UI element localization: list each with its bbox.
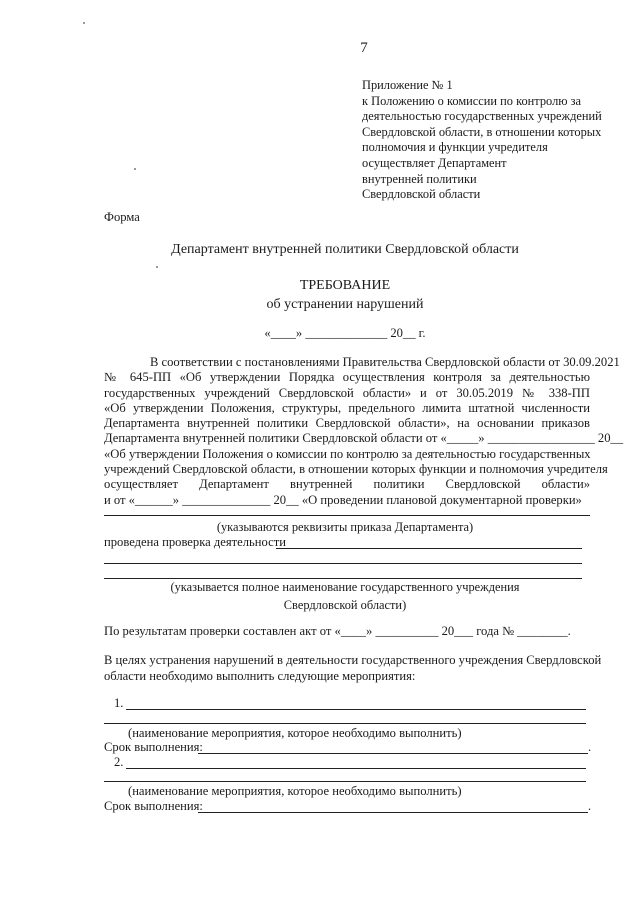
deadline-label: Срок выполнения: — [104, 740, 203, 754]
appendix-line: осуществляет Департамент — [362, 155, 507, 170]
institution-caption — [0, 578, 640, 614]
item-blank-line[interactable] — [104, 723, 586, 724]
order-blank-line[interactable] — [104, 515, 590, 516]
document-title — [0, 276, 640, 314]
body-line: Департамента внутренней политики Свердловской области от «_____» _________________ 20__ — [104, 431, 624, 446]
body-line: и от «______» ______________ 20__ «О проведении плановой документарной проверки» — [104, 492, 582, 507]
appendix-line: Приложение № 1 — [362, 78, 453, 92]
body-line: осуществляет Департамент внутренней политики Свердловской области» — [104, 477, 590, 492]
body-line: государственных учреждений Свердловской области» и от 30.05.2019 № 338-ПП — [104, 385, 590, 400]
item-blank-line[interactable] — [126, 768, 586, 769]
title-sub: об устранении нарушений — [266, 297, 424, 312]
department-heading: Департамент внутренней политики Свердловской области — [171, 242, 519, 257]
item-number: 2. — [114, 755, 124, 769]
scan-speck — [134, 168, 136, 170]
institution-blank-line[interactable] — [104, 563, 582, 564]
body-line: В соответствии с постановлениями Правительства Свердловской области от 30.09.2021 — [150, 355, 620, 369]
deadline-blank-line[interactable] — [198, 812, 588, 813]
appendix-line: Свердловской области, в отношении которых — [362, 124, 602, 139]
form-label: Форма — [104, 210, 140, 224]
appendix-line: полномочия и функции учредителя — [362, 140, 548, 155]
period-mark: . — [588, 740, 592, 754]
body-line: «Об утверждении Положения, структуры, предельного лимита штатной численности — [104, 400, 590, 415]
appendix-line: внутренней политики — [362, 171, 477, 186]
appendix-line: Свердловской области — [362, 187, 481, 202]
appendix-line: деятельностью государственных учреждений — [362, 109, 602, 124]
item-blank-line[interactable] — [104, 781, 586, 782]
caption-line: Свердловской области) — [283, 598, 407, 612]
scan-speck — [83, 22, 85, 24]
date-line: «____» _____________ 20__ г. — [264, 326, 426, 340]
title-main: ТРЕБОВАНИЕ — [299, 278, 391, 293]
item-number: 1. — [114, 696, 124, 710]
period-mark: . — [588, 799, 592, 813]
scan-speck — [156, 266, 158, 268]
inspection-label: проведена проверка деятельности — [104, 535, 286, 549]
body-line: № 645-ПП «Об утверждении Порядка осуществления контроля за деятельностью — [104, 370, 590, 385]
page-number: 7 — [360, 40, 368, 56]
item-caption: (наименование мероприятия, которое необходимо выполнить) — [128, 784, 462, 798]
caption-line: (указывается полное наименование государственного учреждения — [170, 580, 520, 594]
order-caption: (указываются реквизиты приказа Департамента) — [216, 520, 474, 534]
item-blank-line[interactable] — [126, 709, 586, 710]
measures-intro — [104, 652, 602, 684]
body-line: учреждений Свердловской области, в отношении которых функции и полномочия учредителя — [104, 462, 608, 477]
body-paragraph — [104, 355, 624, 508]
body-line: Департамента внутренней политики Свердловской области», на основании приказов — [104, 416, 590, 431]
item-caption: (наименование мероприятия, которое необходимо выполнить) — [128, 726, 462, 740]
body-line: «Об утверждении Положения о комиссии по контролю за деятельностью государственных — [104, 446, 591, 461]
measures-line: области необходимо выполнить следующие мероприятия: — [104, 669, 416, 683]
deadline-blank-line[interactable] — [198, 753, 588, 754]
results-line: По результатам проверки составлен акт от «____» __________ 20___ года № ________. — [104, 624, 571, 638]
deadline-label: Срок выполнения: — [104, 799, 203, 813]
appendix-line: к Положению о комиссии по контролю за — [362, 93, 582, 108]
inspection-blank-line[interactable] — [276, 548, 582, 549]
measures-line: В целях устранения нарушений в деятельности государственного учреждения Свердловской — [104, 653, 602, 667]
appendix-header — [362, 78, 607, 203]
